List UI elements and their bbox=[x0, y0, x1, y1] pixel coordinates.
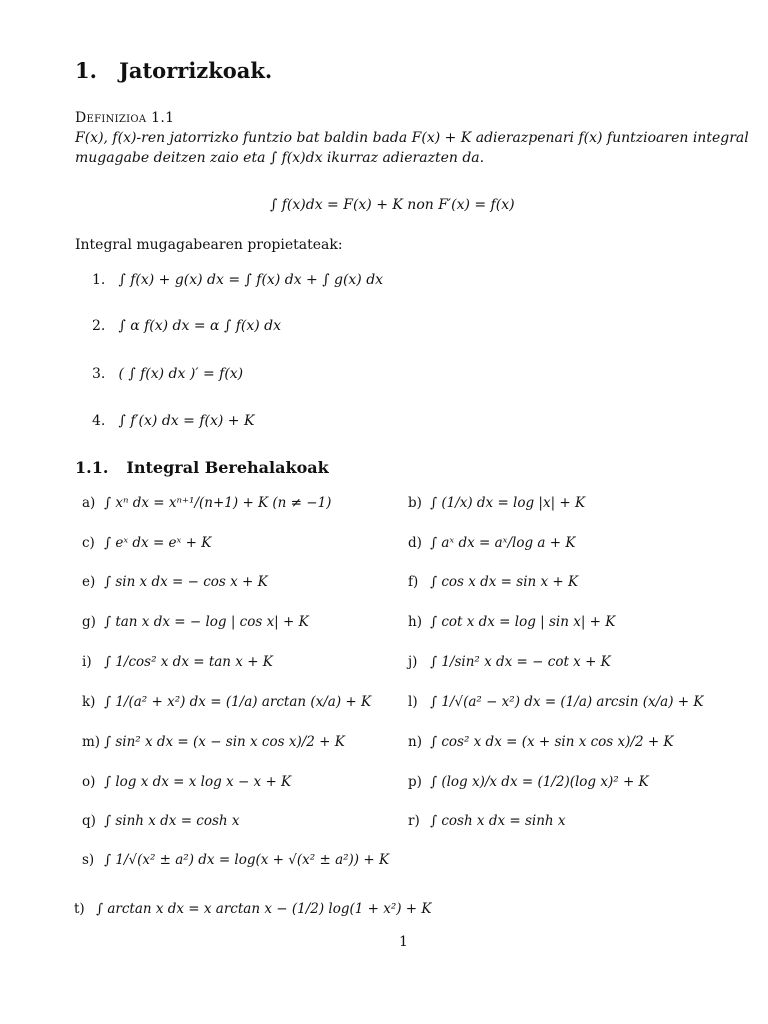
property-label: 4. bbox=[92, 413, 106, 429]
integral-label: e) bbox=[82, 574, 96, 590]
integral-item bbox=[82, 852, 389, 868]
integral-item bbox=[82, 813, 240, 829]
integral-formula: ∫ eˣ dx = eˣ + K bbox=[104, 535, 212, 551]
integral-formula: ∫ arctan x dx = x arctan x − (1/2) log(1 + x²) + K bbox=[96, 901, 432, 917]
integral-item bbox=[408, 813, 566, 829]
property-label: 1. bbox=[92, 272, 106, 288]
integral-formula: ∫ 1/cos² x dx = tan x + K bbox=[104, 654, 273, 670]
definition-line-2: mugagabe deitzen zaio eta ∫ f(x)dx ikurraz adierazten da. bbox=[75, 150, 485, 166]
integral-item bbox=[408, 574, 578, 590]
integral-formula: ∫ 1/√(x² ± a²) dx = log(x + √(x² ± a²)) + K bbox=[104, 852, 390, 868]
section-heading bbox=[75, 58, 272, 83]
integral-formula: ∫ cos x dx = sin x + K bbox=[430, 574, 579, 590]
integral-formula: ∫ cosh x dx = sinh x bbox=[430, 813, 566, 829]
integral-label: n) bbox=[408, 734, 422, 750]
subsection-heading bbox=[75, 458, 329, 477]
integral-item bbox=[74, 901, 432, 917]
section-title: Jatorrizkoak. bbox=[118, 58, 273, 83]
integral-formula: ∫ 1/√(a² − x²) dx = (1/a) arcsin (x/a) + K bbox=[430, 694, 704, 710]
property-item bbox=[92, 272, 383, 288]
integral-label: k) bbox=[82, 694, 96, 710]
integral-label: p) bbox=[408, 774, 422, 790]
integral-label: f) bbox=[408, 574, 419, 590]
integral-label: i) bbox=[82, 654, 92, 670]
integral-item bbox=[82, 654, 273, 670]
integral-item bbox=[82, 614, 309, 630]
integral-label: l) bbox=[408, 694, 418, 710]
integral-label: m) bbox=[82, 734, 101, 750]
integral-formula: ∫ 1/sin² x dx = − cot x + K bbox=[430, 654, 611, 670]
integral-label: q) bbox=[82, 813, 96, 829]
integral-item bbox=[82, 734, 345, 750]
subsection-title: Integral Berehalakoak bbox=[126, 458, 329, 477]
integral-item bbox=[408, 495, 585, 511]
integral-item bbox=[82, 694, 371, 710]
integral-formula: ∫ 1/(a² + x²) dx = (1/a) arctan (x/a) + K bbox=[104, 694, 372, 710]
property-item bbox=[92, 413, 254, 429]
integral-formula: ∫ (log x)/x dx = (1/2)(log x)² + K bbox=[430, 774, 649, 790]
definition-display-equation: ∫ f(x)dx = F(x) + K non F′(x) = f(x) bbox=[270, 197, 515, 213]
integral-label: j) bbox=[408, 654, 418, 670]
integral-formula: ∫ log x dx = x log x − x + K bbox=[104, 774, 292, 790]
integral-item bbox=[408, 734, 674, 750]
integral-item bbox=[82, 774, 291, 790]
integral-item bbox=[408, 654, 611, 670]
integral-formula: ∫ (1/x) dx = log |x| + K bbox=[430, 495, 586, 511]
property-label: 3. bbox=[92, 366, 106, 382]
integral-label: s) bbox=[82, 852, 95, 868]
integral-label: d) bbox=[408, 535, 422, 551]
subsection-number: 1.1. bbox=[75, 458, 109, 477]
integral-formula: ∫ sinh x dx = cosh x bbox=[104, 813, 240, 829]
integral-formula: ∫ cot x dx = log | sin x| + K bbox=[430, 614, 616, 630]
property-item bbox=[92, 366, 243, 382]
integral-formula: ∫ cos² x dx = (x + sin x cos x)/2 + K bbox=[430, 734, 674, 750]
integral-item bbox=[82, 574, 268, 590]
integral-item bbox=[408, 535, 575, 551]
integral-label: b) bbox=[408, 495, 422, 511]
integral-formula: ∫ tan x dx = − log | cos x| + K bbox=[104, 614, 309, 630]
definition-line-1: F(x), f(x)-ren jatorrizko funtzio bat baldin bada F(x) + K adierazpenari f(x) funtzioaren integral bbox=[75, 130, 749, 146]
integral-label: t) bbox=[74, 901, 85, 917]
definition-heading: Definizioa 1.1 bbox=[75, 110, 175, 126]
properties-heading: Integral mugagabearen propietateak: bbox=[75, 237, 343, 253]
integral-item bbox=[82, 495, 331, 511]
property-label: 2. bbox=[92, 318, 106, 334]
property-formula: ∫ f(x) + g(x) dx = ∫ f(x) dx + ∫ g(x) dx bbox=[118, 272, 384, 288]
integral-item bbox=[82, 535, 211, 551]
integral-label: r) bbox=[408, 813, 420, 829]
integral-label: h) bbox=[408, 614, 422, 630]
integral-formula: ∫ sin² x dx = (x − sin x cos x)/2 + K bbox=[104, 734, 345, 750]
page-number: 1 bbox=[399, 934, 408, 950]
integral-item bbox=[408, 774, 649, 790]
property-formula: ( ∫ f(x) dx )′ = f(x) bbox=[118, 366, 244, 382]
integral-item bbox=[408, 614, 615, 630]
integral-item bbox=[408, 694, 703, 710]
integral-label: g) bbox=[82, 614, 96, 630]
property-formula: ∫ α f(x) dx = α ∫ f(x) dx bbox=[118, 318, 281, 334]
integral-label: a) bbox=[82, 495, 96, 511]
section-number: 1. bbox=[75, 58, 97, 83]
integral-formula: ∫ aˣ dx = aˣ/log a + K bbox=[430, 535, 576, 551]
integral-label: c) bbox=[82, 535, 95, 551]
integral-formula: ∫ xⁿ dx = xⁿ⁺¹/(n+1) + K (n ≠ −1) bbox=[104, 495, 332, 511]
property-item bbox=[92, 318, 281, 334]
integral-formula: ∫ sin x dx = − cos x + K bbox=[104, 574, 268, 590]
property-formula: ∫ f′(x) dx = f(x) + K bbox=[118, 413, 255, 429]
integral-label: o) bbox=[82, 774, 96, 790]
